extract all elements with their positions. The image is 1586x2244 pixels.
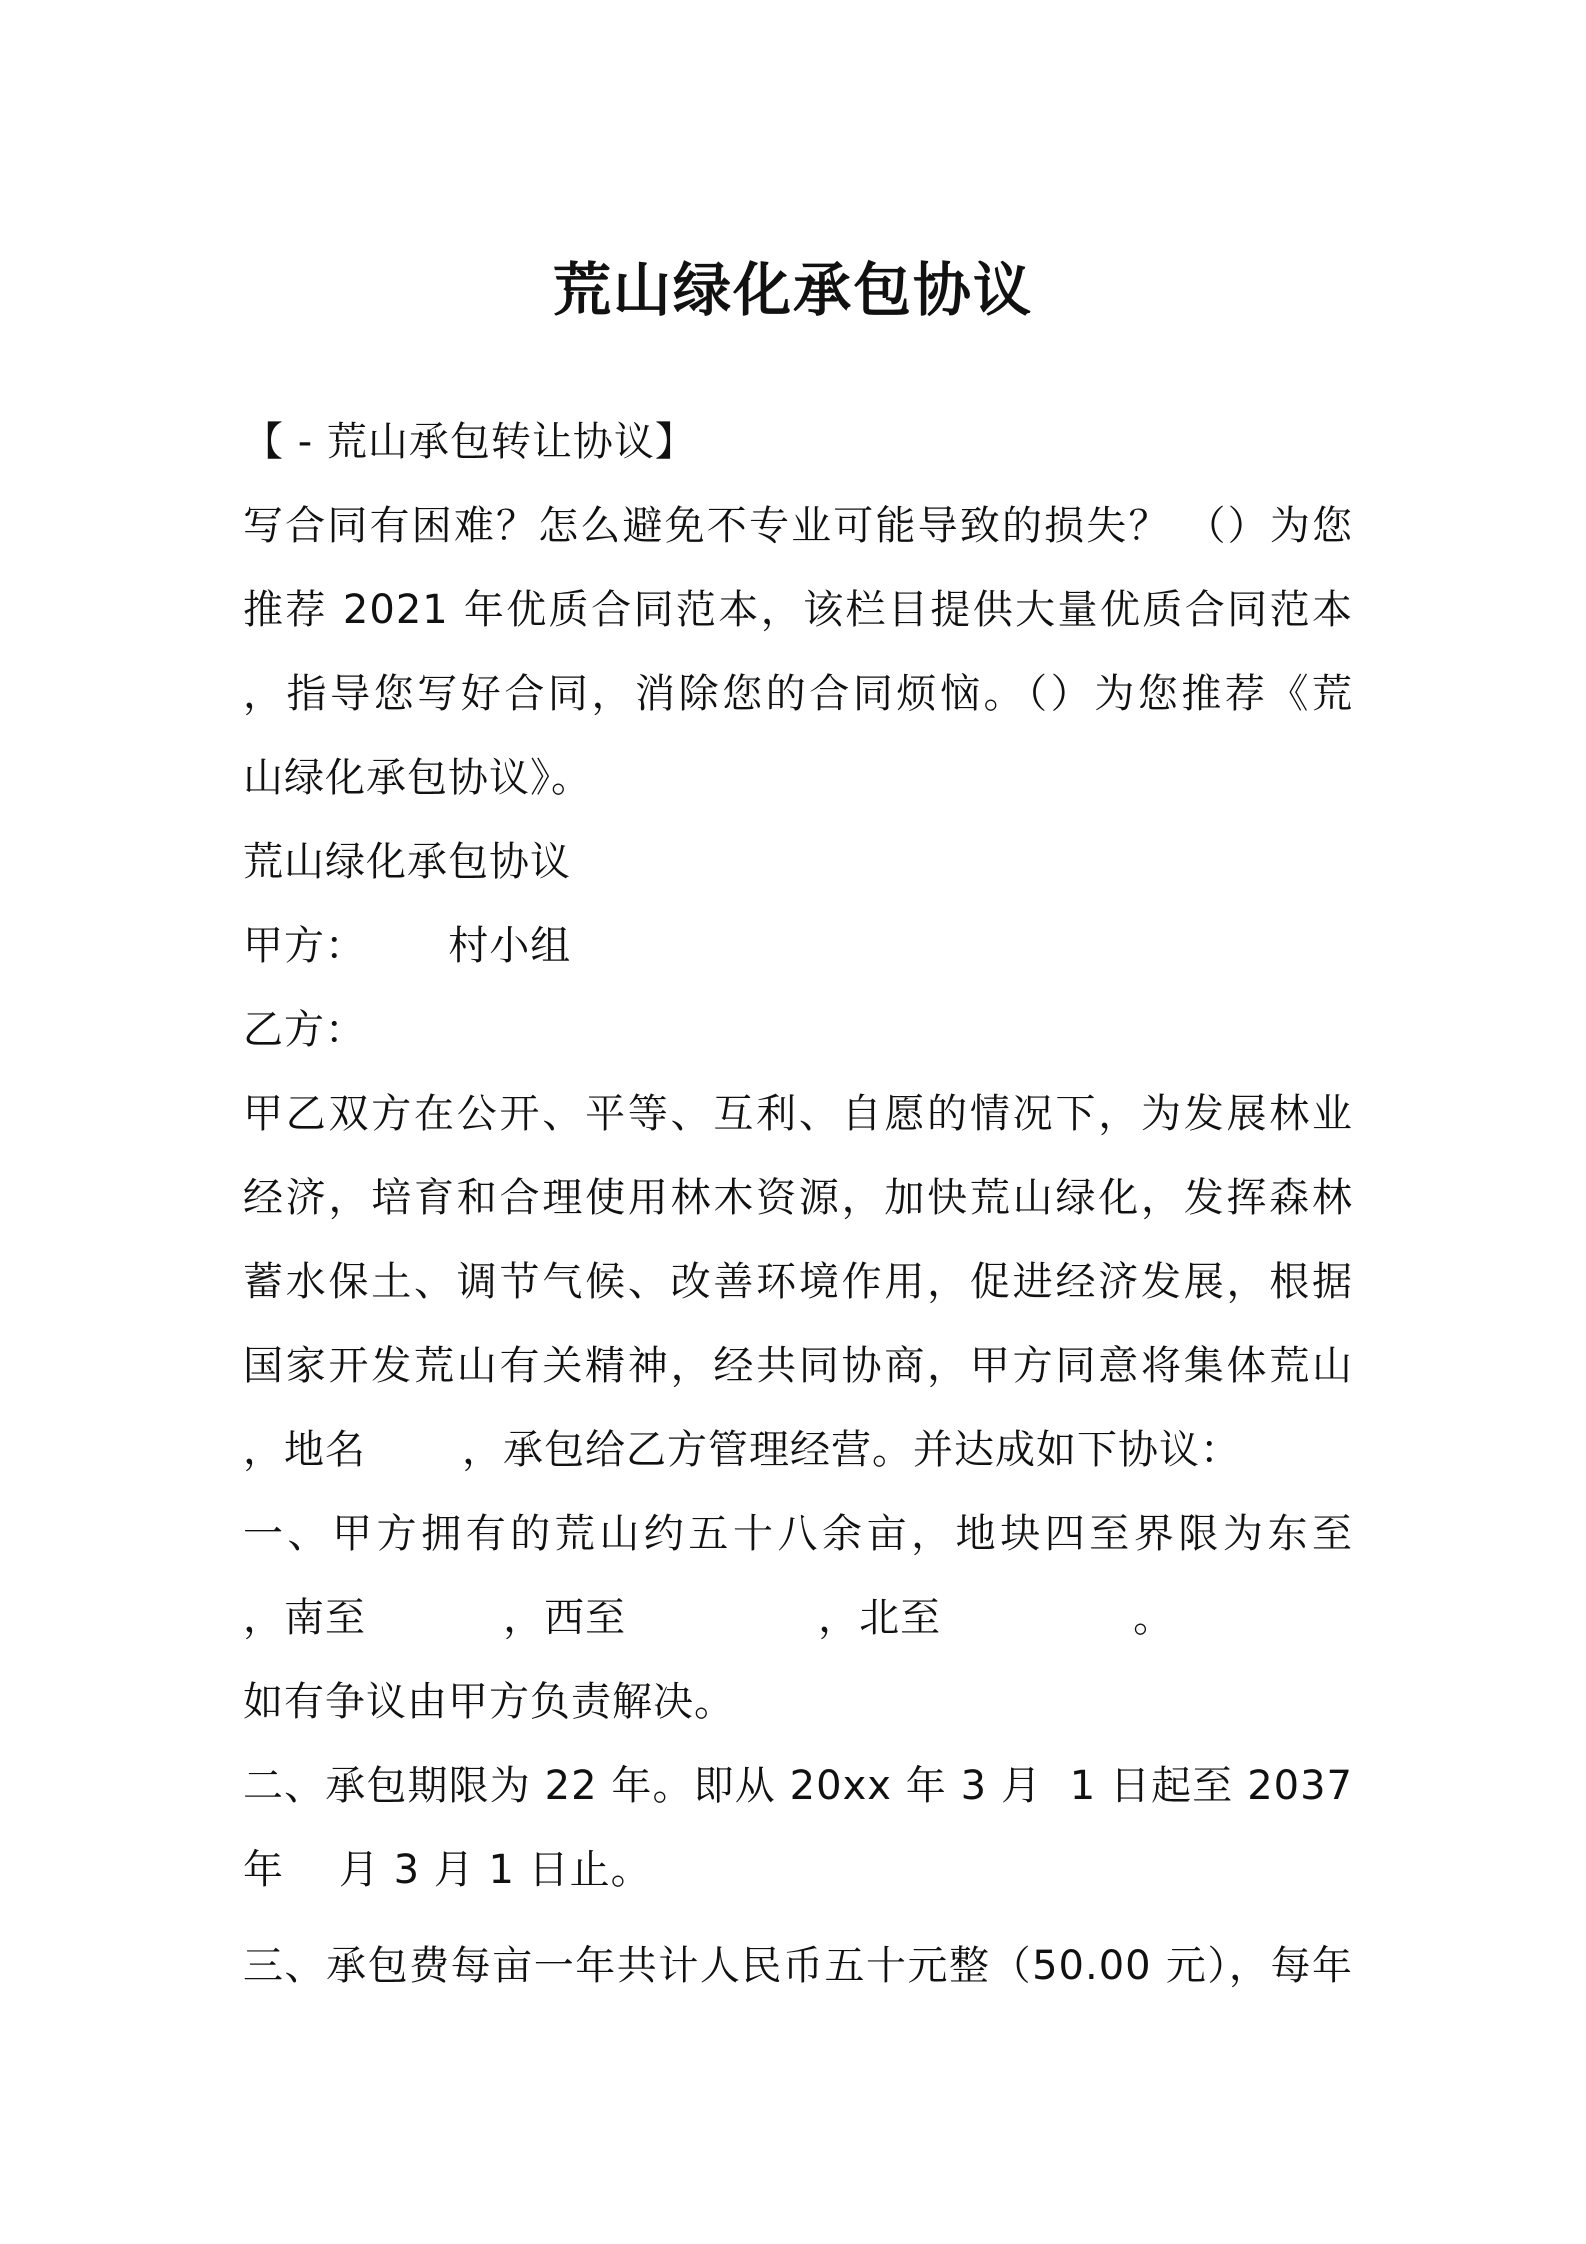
clause-1-line: 一、甲方拥有的荒山约五十八余亩，地块四至界限为东至 <box>243 1511 1353 1557</box>
paragraph-line: 写合同有困难？怎么避免不专业可能导致的损失？ （）为您 <box>243 503 1353 549</box>
party-a-line: 甲方： 村小组 <box>243 923 572 969</box>
clause-3-line: 三、承包费每亩一年共计人民币五十元整（50.00 元），每年 <box>243 1943 1353 1989</box>
paragraph-line: 山绿化承包协议》。 <box>243 755 592 801</box>
subtitle-bracket-line: 【 - 荒山承包转让协议】 <box>243 419 696 465</box>
paragraph-line: ，指导您写好合同，消除您的合同烦恼。（）为您推荐《荒 <box>243 671 1353 717</box>
paragraph-line: ，地名 ，承包给乙方管理经营。并达成如下协议： <box>243 1427 1242 1473</box>
clause-1-boundaries: ，南至 ，西至 ，北至 。 <box>243 1595 1175 1641</box>
clause-1-dispute: 如有争议由甲方负责解决。 <box>243 1679 735 1725</box>
document-title: 荒山绿化承包协议 <box>552 256 1033 324</box>
party-b-line: 乙方： <box>243 1007 366 1053</box>
agreement-heading: 荒山绿化承包协议 <box>243 839 571 885</box>
paragraph-line: 甲乙双方在公开、平等、互利、自愿的情况下，为发展林业 <box>243 1091 1353 1137</box>
paragraph-line: 蓄水保土、调节气候、改善环境作用，促进经济发展，根据 <box>243 1259 1353 1305</box>
paragraph-line: 国家开发荒山有关精神，经共同协商，甲方同意将集体荒山 <box>243 1343 1353 1389</box>
clause-2-end: 年 月 3 月 1 日止。 <box>243 1847 652 1893</box>
paragraph-line: 推荐 2021 年优质合同范本，该栏目提供大量优质合同范本 <box>243 587 1353 633</box>
paragraph-line: 经济，培育和合理使用林木资源，加快荒山绿化，发挥森林 <box>243 1175 1353 1221</box>
clause-2-line: 二、承包期限为 22 年。即从 20xx 年 3 月 1 日起至 2037 <box>243 1763 1353 1809</box>
